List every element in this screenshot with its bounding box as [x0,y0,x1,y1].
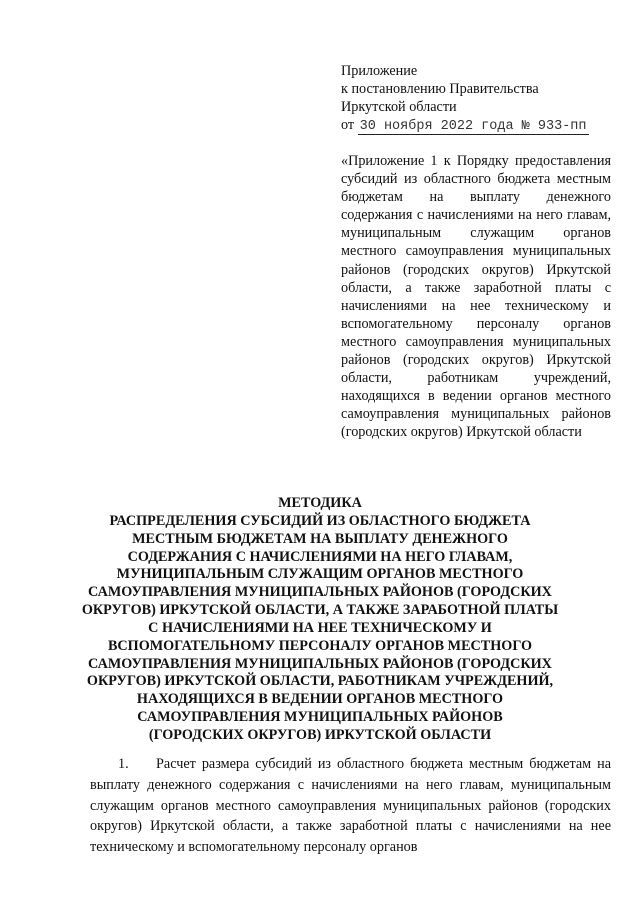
paragraph-number: 1. [118,756,129,772]
heading-line: РАСПРЕДЕЛЕНИЯ СУБСИДИЙ ИЗ ОБЛАСТНОГО БЮДЖЕТА [109,512,531,529]
heading-line: ОКРУГОВ) ИРКУТСКОЙ ОБЛАСТИ, РАБОТНИКАМ УЧРЕЖДЕНИЙ, [86,673,554,690]
date-prefix: от [341,117,355,133]
body-paragraph-1 [90,754,611,858]
heading-line: ОКРУГОВ) ИРКУТСКОЙ ОБЛАСТИ, А ТАКЖЕ ЗАРАБОТНОЙ ПЛАТЫ [81,602,559,619]
heading-line: (ГОРОДСКИХ ОКРУГОВ) ИРКУТСКОЙ ОБЛАСТИ [148,726,492,743]
heading-line: НАХОДЯЩИХСЯ В ВЕДЕНИИ ОРГАНОВ МЕСТНОГО [136,691,504,708]
handwritten-date-number: 30 ноября 2022 года № 933-пп [359,119,587,134]
heading-line: МЕТОДИКА [278,495,362,511]
heading-line: САМОУПРАВЛЕНИЯ МУНИЦИПАЛЬНЫХ РАЙОНОВ (ГОРОДСКИХ [88,584,552,601]
annex-region-line: Иркутской области [341,99,457,115]
appendix-reference: «Приложение 1 к Порядку предоставления субсидий из областного бюджета местным бюджетам на выплату денежного содержания с начислениями на него главам, муниципальным служащим органов местного самоуправления муниципальных районов (городских округов) Иркутской области, а также заработной платы с начислениями на нее техническому и вспомогательному персоналу органов местного самоуправления муниципальных районов (городских округов) Иркутской области, работникам учреждений, находящихся в ведении органов местного самоуправления муниципальных районов (городских округов) Иркутской области [341,153,611,441]
heading-line: ВСПОМОГАТЕЛЬНОМУ ПЕРСОНАЛУ ОРГАНОВ МЕСТНОГО [107,637,533,654]
heading-line: МУНИЦИПАЛЬНЫМ СЛУЖАЩИМ ОРГАНОВ МЕСТНОГО [116,566,524,583]
paragraph-text: Расчет размера субсидий из областного бюджета местным бюджетам на выплату денежного содержания с начислениями на него главам, муниципальным служащим органов местного самоуправления муниципальных районов (городских округов) Иркутской области, а также заработной платы с начислениями на нее техническому и вспомогательному персоналу органов [90,756,611,856]
annex-title: Приложение [341,63,418,79]
annex-block [341,62,611,136]
heading-line: МЕСТНЫМ БЮДЖЕТАМ НА ВЫПЛАТУ ДЕНЕЖНОГО [132,530,508,547]
annex-date-line [341,116,611,136]
annex-decree-line: к постановлению Правительства [341,81,539,97]
heading-line: С НАЧИСЛЕНИЯМИ НА НЕЕ ТЕХНИЧЕСКОМУ И [148,619,492,636]
heading-line: САМОУПРАВЛЕНИЯ МУНИЦИПАЛЬНЫХ РАЙОНОВ [137,709,503,726]
document-heading [60,495,580,745]
heading-line: СОДЕРЖАНИЯ С НАЧИСЛЕНИЯМИ НА НЕГО ГЛАВАМ, [127,548,513,565]
heading-line: САМОУПРАВЛЕНИЯ МУНИЦИПАЛЬНЫХ РАЙОНОВ (ГОРОДСКИХ [88,655,552,672]
